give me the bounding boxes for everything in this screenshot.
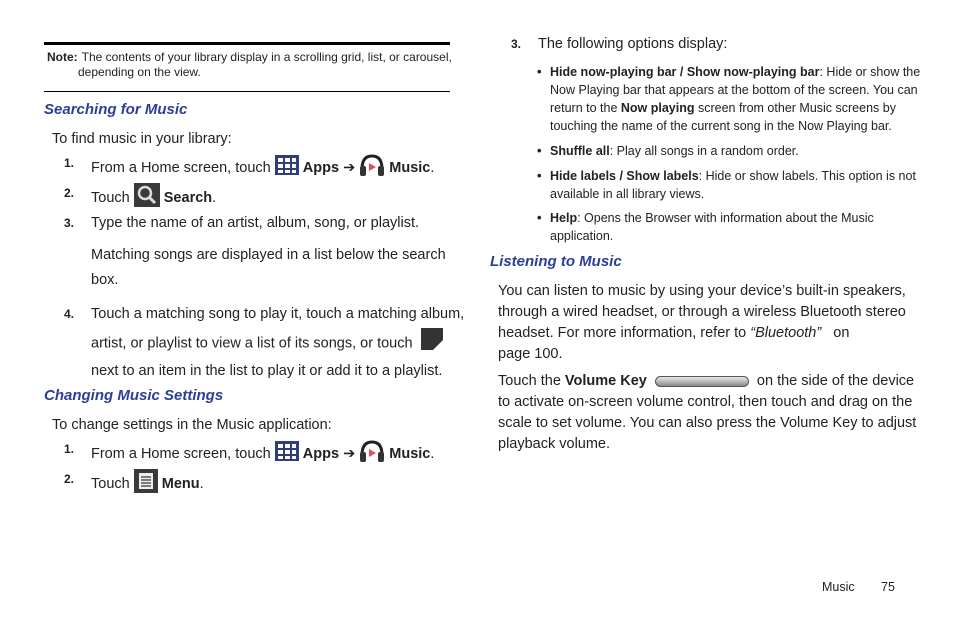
paragraph-line: on the side of the device xyxy=(756,373,915,389)
result-line-2: box. xyxy=(91,272,119,288)
volume-key-icon xyxy=(655,376,749,387)
listening-paragraph-2 xyxy=(498,371,917,455)
paragraph-line: page 100. xyxy=(498,346,563,362)
option-bullet-4 xyxy=(537,209,907,245)
note-text-line1: The contents of your library display in a scrolling grid, list, or carousel, xyxy=(81,50,452,64)
apps-grid-icon xyxy=(275,441,299,467)
step-number: 2. xyxy=(64,186,75,200)
paragraph-line: headset. For more information, refer to xyxy=(498,325,747,341)
heading-searching: Searching for Music xyxy=(44,101,188,118)
changing-intro: To change settings in the Music application: xyxy=(52,417,332,433)
searching-intro: To find music in your library: xyxy=(52,131,232,147)
option-desc: : Play all songs in a random order. xyxy=(609,144,799,158)
heading-listening: Listening to Music xyxy=(490,253,622,270)
step-post: . xyxy=(199,475,204,492)
search-step-3 xyxy=(64,213,454,233)
search-step-2 xyxy=(64,183,444,206)
step-post: . xyxy=(430,445,435,462)
footer-section: Music xyxy=(822,580,855,594)
search-step-4 xyxy=(64,302,465,379)
option-name: Hide now-playing bar / Show now-playing bar xyxy=(550,65,820,79)
step-number: 2. xyxy=(64,472,75,486)
step-number: 3. xyxy=(64,216,75,230)
option-name: Shuffle all xyxy=(550,144,610,158)
menu-label: Menu xyxy=(161,475,200,492)
volume-key-label: Volume Key xyxy=(564,373,647,389)
bullet-dot: • xyxy=(537,168,542,183)
step-post: . xyxy=(430,159,435,176)
step-post: . xyxy=(212,189,217,206)
listening-paragraph-1 xyxy=(498,281,908,365)
bullet-dot: • xyxy=(537,64,542,79)
paragraph-line: Touch the xyxy=(498,373,561,389)
option-desc: application. xyxy=(550,229,614,243)
step-line-2: artist, or playlist to view a list of its songs, or touch xyxy=(91,335,413,352)
result-line-1: Matching songs are displayed in a list below the search xyxy=(91,247,446,263)
arrow-glyph: ➔ xyxy=(343,159,356,176)
paragraph-line: scale to set volume. You can also press the Volume Key to adjust xyxy=(498,415,917,431)
apps-grid-icon xyxy=(275,155,299,181)
search-result xyxy=(91,243,446,293)
note xyxy=(47,50,452,80)
arrow-glyph: ➔ xyxy=(343,445,356,462)
step-number: 4. xyxy=(64,307,75,321)
apps-label: Apps xyxy=(302,445,340,462)
step-number: 3. xyxy=(511,37,522,51)
page-number: 75 xyxy=(881,580,895,594)
option-desc: : Opens the Browser with information about the Music xyxy=(577,211,874,225)
step-number: 1. xyxy=(64,442,75,456)
headphones-icon xyxy=(359,439,385,469)
step-text: Touch xyxy=(91,475,130,492)
change-step-1 xyxy=(64,439,444,462)
option-desc: : Hide or show the xyxy=(819,65,921,79)
option-bullet-2 xyxy=(537,142,907,160)
music-label: Music xyxy=(389,159,431,176)
bullet-dot: • xyxy=(537,210,542,225)
add-to-playlist-icon xyxy=(421,328,443,360)
option-desc: : Hide or show labels. This option is not xyxy=(698,169,916,183)
step-text: Type the name of an artist, album, song, or playlist. xyxy=(91,215,420,231)
option-desc: screen from other Music screens by xyxy=(694,101,896,115)
step-text: Touch xyxy=(91,189,130,206)
bluetooth-link[interactable]: “Bluetooth” xyxy=(750,325,822,341)
option-desc: Now Playing bar that appears at the bottom of the screen. You can xyxy=(550,83,918,97)
menu-icon xyxy=(134,469,158,499)
now-playing-label: Now playing xyxy=(620,101,695,115)
paragraph-line: You can listen to music by using your device’s built-in speakers, xyxy=(498,283,906,299)
options-step xyxy=(511,34,891,54)
paragraph-line: to activate on-screen volume control, then touch and drag on the xyxy=(498,394,913,410)
magnifier-icon xyxy=(134,183,160,213)
note-label: Note: xyxy=(47,50,78,64)
options-intro: The following options display: xyxy=(538,36,728,52)
step-text: From a Home screen, touch xyxy=(91,159,271,176)
note-text-line2: depending on the view. xyxy=(78,65,201,79)
paragraph-line: on xyxy=(833,325,850,341)
step-text: From a Home screen, touch xyxy=(91,445,271,462)
search-step-1 xyxy=(64,153,444,176)
paragraph-line: playback volume. xyxy=(498,436,611,452)
music-label: Music xyxy=(389,445,431,462)
search-label: Search xyxy=(163,189,213,206)
option-bullet-3 xyxy=(537,167,916,203)
step-line-1: Touch a matching song to play it, touch a matching album, xyxy=(91,306,465,322)
option-desc: touching the name of the current song in the Now Playing bar. xyxy=(550,119,892,133)
option-desc: available in all library views. xyxy=(550,187,705,201)
heading-changing: Changing Music Settings xyxy=(44,387,224,404)
option-name: Help xyxy=(550,211,578,225)
step-number: 1. xyxy=(64,156,75,170)
option-desc: return to the xyxy=(550,101,621,115)
step-line-3: next to an item in the list to play it or add it to a playlist. xyxy=(91,363,443,379)
option-name: Hide labels / Show labels xyxy=(550,169,699,183)
change-step-2 xyxy=(64,469,444,492)
option-bullet-1 xyxy=(537,63,921,135)
bullet-dot: • xyxy=(537,143,542,158)
headphones-icon xyxy=(359,153,385,183)
paragraph-line: through a wired headset, or through a wireless Bluetooth stereo xyxy=(498,304,906,320)
apps-label: Apps xyxy=(302,159,340,176)
